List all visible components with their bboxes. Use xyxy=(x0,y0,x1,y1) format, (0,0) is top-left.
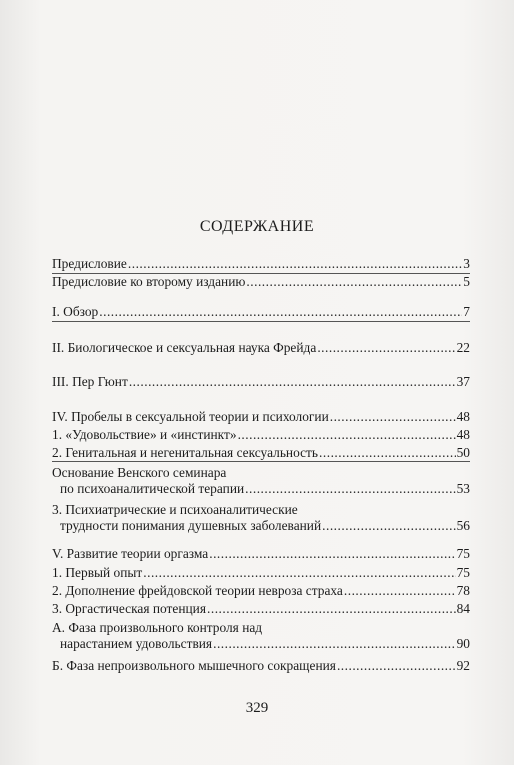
leader-dots xyxy=(128,256,462,272)
toc-entry[interactable] xyxy=(52,445,470,461)
toc-page-number: 75 xyxy=(456,565,470,580)
toc-entry-title: 1. Первый опыт xyxy=(52,565,143,580)
leader-dots xyxy=(245,481,455,497)
leader-dots xyxy=(330,409,456,425)
leader-dots xyxy=(209,546,455,562)
toc-page-number: 5 xyxy=(463,274,470,289)
leader-dots xyxy=(213,636,456,652)
toc-entry-title: по психоаналитической терапии xyxy=(60,481,245,496)
toc-entry[interactable] xyxy=(52,658,470,674)
toc-page-number: 3 xyxy=(463,256,470,271)
page-number: 329 xyxy=(245,700,269,716)
toc-entry[interactable] xyxy=(52,502,470,534)
toc-entry-title-line: Основание Венского семинара xyxy=(52,465,227,480)
toc-entry-title-line: А. Фаза произвольного контроля над xyxy=(52,620,263,635)
toc-page-number: 7 xyxy=(463,304,470,319)
leader-dots xyxy=(143,565,455,581)
toc-entry[interactable] xyxy=(52,601,470,617)
toc-entry[interactable] xyxy=(52,465,470,497)
toc-entry[interactable] xyxy=(52,546,470,562)
toc-page-number: 56 xyxy=(456,518,470,533)
toc-entry-title: 2. Дополнение фрейдовской теории невроза страха xyxy=(52,583,343,598)
leader-dots xyxy=(207,601,456,617)
toc-entry[interactable] xyxy=(52,583,470,599)
toc-entry-title-line: 3. Психиатрические и психоаналитические xyxy=(52,502,298,517)
toc-page-number: 50 xyxy=(456,445,470,460)
toc-entry-title: нарастанием удовольствия xyxy=(60,636,213,651)
toc-page-number: 90 xyxy=(456,636,470,651)
toc-page-number: 53 xyxy=(456,481,470,496)
toc-entry[interactable] xyxy=(52,409,470,425)
toc-entry[interactable] xyxy=(52,427,470,443)
toc-entry-title: 1. «Удовольствие» и «инстинкт» xyxy=(52,427,237,442)
toc-entry-title: Предисловие ко второму изданию xyxy=(52,274,246,289)
leader-dots xyxy=(322,518,455,534)
toc-entry-title: III. Пер Гюнт xyxy=(52,374,128,389)
toc-page-number: 78 xyxy=(456,583,470,598)
underline-rule xyxy=(52,321,470,322)
toc-page-number: 92 xyxy=(456,658,470,673)
leader-dots xyxy=(317,340,455,356)
toc-entry-title: 3. Оргастическая потенция xyxy=(52,601,206,616)
toc-entry[interactable] xyxy=(52,274,470,290)
toc-entry[interactable] xyxy=(52,374,470,390)
underline-rule xyxy=(52,461,470,462)
toc-page-number: 48 xyxy=(456,409,470,424)
toc-entry-title: Предисловие xyxy=(52,256,127,271)
toc-page-number: 75 xyxy=(456,546,470,561)
toc-entry-title: трудности понимания душевных заболеваний xyxy=(60,518,322,533)
leader-dots xyxy=(337,658,456,674)
toc-entry-title: II. Биологическое и сексуальная наука Фрейда xyxy=(52,340,317,355)
show-through-text xyxy=(20,18,500,348)
toc-page-number: 84 xyxy=(456,601,470,616)
toc-entry[interactable] xyxy=(52,256,470,272)
toc-entry[interactable] xyxy=(52,304,470,320)
leader-dots xyxy=(99,304,462,320)
toc-page-number: 48 xyxy=(456,427,470,442)
toc-entry-title: IV. Пробелы в сексуальной теории и психологии xyxy=(52,409,329,424)
leader-dots xyxy=(238,427,456,443)
toc-page-number: 37 xyxy=(456,374,470,389)
leader-dots xyxy=(344,583,456,599)
leader-dots xyxy=(319,445,456,461)
page-title: СОДЕРЖАНИЕ xyxy=(199,218,315,235)
toc-entry-title: V. Развитие теории оргазма xyxy=(52,546,209,561)
toc-entry-title: Б. Фаза непроизвольного мышечного сокращения xyxy=(52,658,336,673)
toc-entry[interactable] xyxy=(52,620,470,652)
toc-entry-title: 2. Генитальная и негенитальная сексуальность xyxy=(52,445,319,460)
leader-dots xyxy=(246,274,462,290)
toc-entry-title: I. Обзор xyxy=(52,304,99,319)
toc-page-number: 22 xyxy=(456,340,470,355)
leader-dots xyxy=(129,374,456,390)
toc-entry[interactable] xyxy=(52,565,470,581)
toc-entry[interactable] xyxy=(52,340,470,356)
